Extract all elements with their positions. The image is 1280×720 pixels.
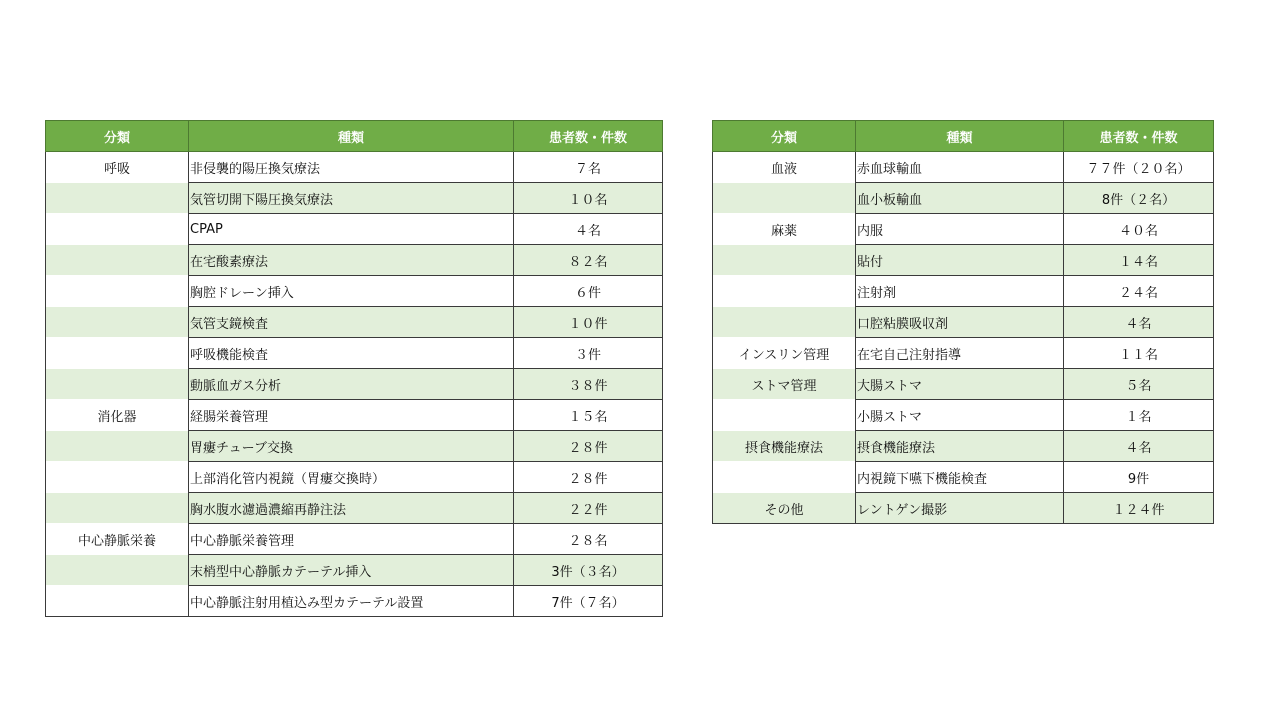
row-kind: レントゲン撮影 xyxy=(856,493,1064,524)
table-row xyxy=(713,400,1214,431)
row-category xyxy=(46,214,189,245)
table-row xyxy=(713,338,1214,369)
table-header-row xyxy=(46,121,663,152)
row-count: ２８件 xyxy=(514,431,663,462)
row-category: 中心静脈栄養 xyxy=(46,524,189,555)
table-row xyxy=(713,307,1214,338)
table-row xyxy=(713,369,1214,400)
row-count: ２８件 xyxy=(514,462,663,493)
row-category: 血液 xyxy=(713,152,856,183)
right-table xyxy=(712,120,1214,524)
table-row xyxy=(713,493,1214,524)
table-row xyxy=(46,369,663,400)
row-category: 摂食機能療法 xyxy=(713,431,856,462)
row-count: ２２件 xyxy=(514,493,663,524)
table-row xyxy=(46,214,663,245)
row-kind: 末梢型中心静脈カテーテル挿入 xyxy=(189,555,514,586)
row-category: 呼吸 xyxy=(46,152,189,183)
table-row xyxy=(713,462,1214,493)
row-kind: 胸水腹水濾過濃縮再静注法 xyxy=(189,493,514,524)
header-count: 患者数・件数 xyxy=(514,121,663,152)
row-kind: 胃瘻チューブ交換 xyxy=(189,431,514,462)
right-table-body xyxy=(713,152,1214,524)
table-row xyxy=(713,152,1214,183)
row-count: ３件 xyxy=(514,338,663,369)
table-row xyxy=(46,183,663,214)
table-row xyxy=(713,245,1214,276)
row-category xyxy=(46,493,189,524)
header-category: 分類 xyxy=(46,121,189,152)
row-count: １４名 xyxy=(1064,245,1214,276)
row-category xyxy=(46,555,189,586)
row-kind: 貼付 xyxy=(856,245,1064,276)
row-count: 7件（７名） xyxy=(514,586,663,617)
row-kind: 非侵襲的陽圧換気療法 xyxy=(189,152,514,183)
row-kind: 中心静脈注射用植込み型カテーテル設置 xyxy=(189,586,514,617)
row-count: ３８件 xyxy=(514,369,663,400)
table-row xyxy=(46,493,663,524)
row-category xyxy=(46,276,189,307)
row-kind: 胸腔ドレーン挿入 xyxy=(189,276,514,307)
row-kind: 赤血球輸血 xyxy=(856,152,1064,183)
row-category: 消化器 xyxy=(46,400,189,431)
table-row xyxy=(46,586,663,617)
row-category xyxy=(713,276,856,307)
row-kind: CPAP xyxy=(189,214,514,245)
row-category: インスリン管理 xyxy=(713,338,856,369)
row-count: １５名 xyxy=(514,400,663,431)
table-row xyxy=(713,214,1214,245)
table-row xyxy=(46,431,663,462)
row-count: 8件（２名） xyxy=(1064,183,1214,214)
row-category xyxy=(46,462,189,493)
header-count: 患者数・件数 xyxy=(1064,121,1214,152)
row-count: ５名 xyxy=(1064,369,1214,400)
row-kind: 摂食機能療法 xyxy=(856,431,1064,462)
row-count: 9件 xyxy=(1064,462,1214,493)
row-category xyxy=(713,462,856,493)
table-row xyxy=(46,152,663,183)
row-kind: 動脈血ガス分析 xyxy=(189,369,514,400)
row-count: １２４件 xyxy=(1064,493,1214,524)
row-kind: 小腸ストマ xyxy=(856,400,1064,431)
row-category: その他 xyxy=(713,493,856,524)
row-category xyxy=(713,400,856,431)
left-table-body xyxy=(46,152,663,617)
table-row xyxy=(46,245,663,276)
row-count: １名 xyxy=(1064,400,1214,431)
table-row xyxy=(713,431,1214,462)
row-count: １０名 xyxy=(514,183,663,214)
row-count: 3件（３名） xyxy=(514,555,663,586)
row-category xyxy=(713,183,856,214)
row-category xyxy=(46,431,189,462)
row-kind: 口腔粘膜吸収剤 xyxy=(856,307,1064,338)
row-kind: 上部消化管内視鏡（胃瘻交換時） xyxy=(189,462,514,493)
row-kind: 内服 xyxy=(856,214,1064,245)
row-category xyxy=(713,307,856,338)
header-kind: 種類 xyxy=(189,121,514,152)
row-category xyxy=(46,369,189,400)
row-category xyxy=(46,586,189,617)
table-row xyxy=(46,400,663,431)
row-count: ２８名 xyxy=(514,524,663,555)
table-row xyxy=(46,462,663,493)
row-count: １０件 xyxy=(514,307,663,338)
table-row xyxy=(46,555,663,586)
row-count: ４名 xyxy=(514,214,663,245)
row-kind: 中心静脈栄養管理 xyxy=(189,524,514,555)
row-kind: 血小板輸血 xyxy=(856,183,1064,214)
row-count: ７７件（２０名） xyxy=(1064,152,1214,183)
table-row xyxy=(46,338,663,369)
table-row xyxy=(46,524,663,555)
row-count: ４０名 xyxy=(1064,214,1214,245)
row-category xyxy=(46,183,189,214)
header-category: 分類 xyxy=(713,121,856,152)
header-kind: 種類 xyxy=(856,121,1064,152)
table-row xyxy=(46,307,663,338)
row-count: ７名 xyxy=(514,152,663,183)
row-count: ４名 xyxy=(1064,431,1214,462)
row-count: ４名 xyxy=(1064,307,1214,338)
row-kind: 経腸栄養管理 xyxy=(189,400,514,431)
row-count: ２４名 xyxy=(1064,276,1214,307)
row-count: １１名 xyxy=(1064,338,1214,369)
row-category xyxy=(46,245,189,276)
row-category: ストマ管理 xyxy=(713,369,856,400)
row-kind: 呼吸機能検査 xyxy=(189,338,514,369)
row-kind: 気管支鏡検査 xyxy=(189,307,514,338)
row-category xyxy=(713,245,856,276)
row-kind: 大腸ストマ xyxy=(856,369,1064,400)
table-header-row xyxy=(713,121,1214,152)
row-category: 麻薬 xyxy=(713,214,856,245)
row-category xyxy=(46,307,189,338)
row-count: ８２名 xyxy=(514,245,663,276)
row-count: ６件 xyxy=(514,276,663,307)
table-row xyxy=(713,183,1214,214)
row-kind: 気管切開下陽圧換気療法 xyxy=(189,183,514,214)
row-kind: 在宅酸素療法 xyxy=(189,245,514,276)
row-kind: 内視鏡下嚥下機能検査 xyxy=(856,462,1064,493)
left-table xyxy=(45,120,663,617)
table-row xyxy=(46,276,663,307)
row-category xyxy=(46,338,189,369)
row-kind: 在宅自己注射指導 xyxy=(856,338,1064,369)
table-row xyxy=(713,276,1214,307)
row-kind: 注射剤 xyxy=(856,276,1064,307)
